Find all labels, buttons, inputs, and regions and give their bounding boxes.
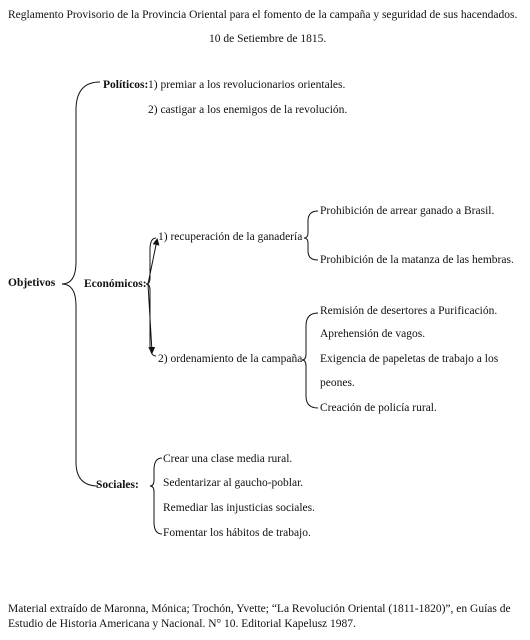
branch1-brace <box>304 211 318 260</box>
sociales-item: Sedentarizar al gaucho-poblar. <box>163 477 304 489</box>
branch1-label: 1) recuperación de la ganadería <box>158 231 303 243</box>
arrow-up <box>148 240 157 284</box>
sociales-item: Crear una clase media rural. <box>163 453 293 465</box>
document-title: Reglamento Provisorio de la Provincia Oriental para el fomento de la campaña y seguridad de sus hacendados. <box>8 9 518 21</box>
politicos-label: Políticos: <box>103 79 149 91</box>
root-label: Objetivos <box>8 277 56 289</box>
branch2-brace <box>302 313 318 408</box>
sociales-brace <box>150 458 162 534</box>
branch2-label: 2) ordenamiento de la campaña <box>158 353 303 365</box>
politicos-item: 2) castigar a los enemigos de la revolución. <box>148 104 348 116</box>
branch2-item: Exigencia de papeletas de trabajo a los <box>320 353 499 365</box>
sociales-item: Remediar las injusticias sociales. <box>163 502 316 514</box>
branch2-item: Creación de policía rural. <box>320 402 437 414</box>
branch1-item: Prohibición de arrear ganado a Brasil. <box>320 205 495 217</box>
source-citation-line2: Estudio de Historia Americana y Nacional. N° 10. Editorial Kapelusz 1987. <box>8 618 356 630</box>
source-citation-line1: Material extraído de Maronna, Mónica; Trochón, Yvette; “La Revolución Oriental (1811-1820)”, en Guías de <box>8 603 511 615</box>
politicos-item: 1) premiar a los revolucionarios orientales. <box>148 79 346 91</box>
sociales-item: Fomentar los hábitos de trabajo. <box>163 527 311 539</box>
branch2-item: Aprehensión de vagos. <box>320 328 426 340</box>
branch1-item: Prohibición de la matanza de las hembras. <box>320 254 514 266</box>
sociales-label: Sociales: <box>96 479 139 491</box>
economicos-label: Económicos: <box>84 278 147 290</box>
document-date: 10 de Setiembre de 1815. <box>209 33 327 45</box>
branch2-item: peones. <box>320 377 355 389</box>
branch2-item: Remisión de desertores a Purificación. <box>320 305 498 317</box>
